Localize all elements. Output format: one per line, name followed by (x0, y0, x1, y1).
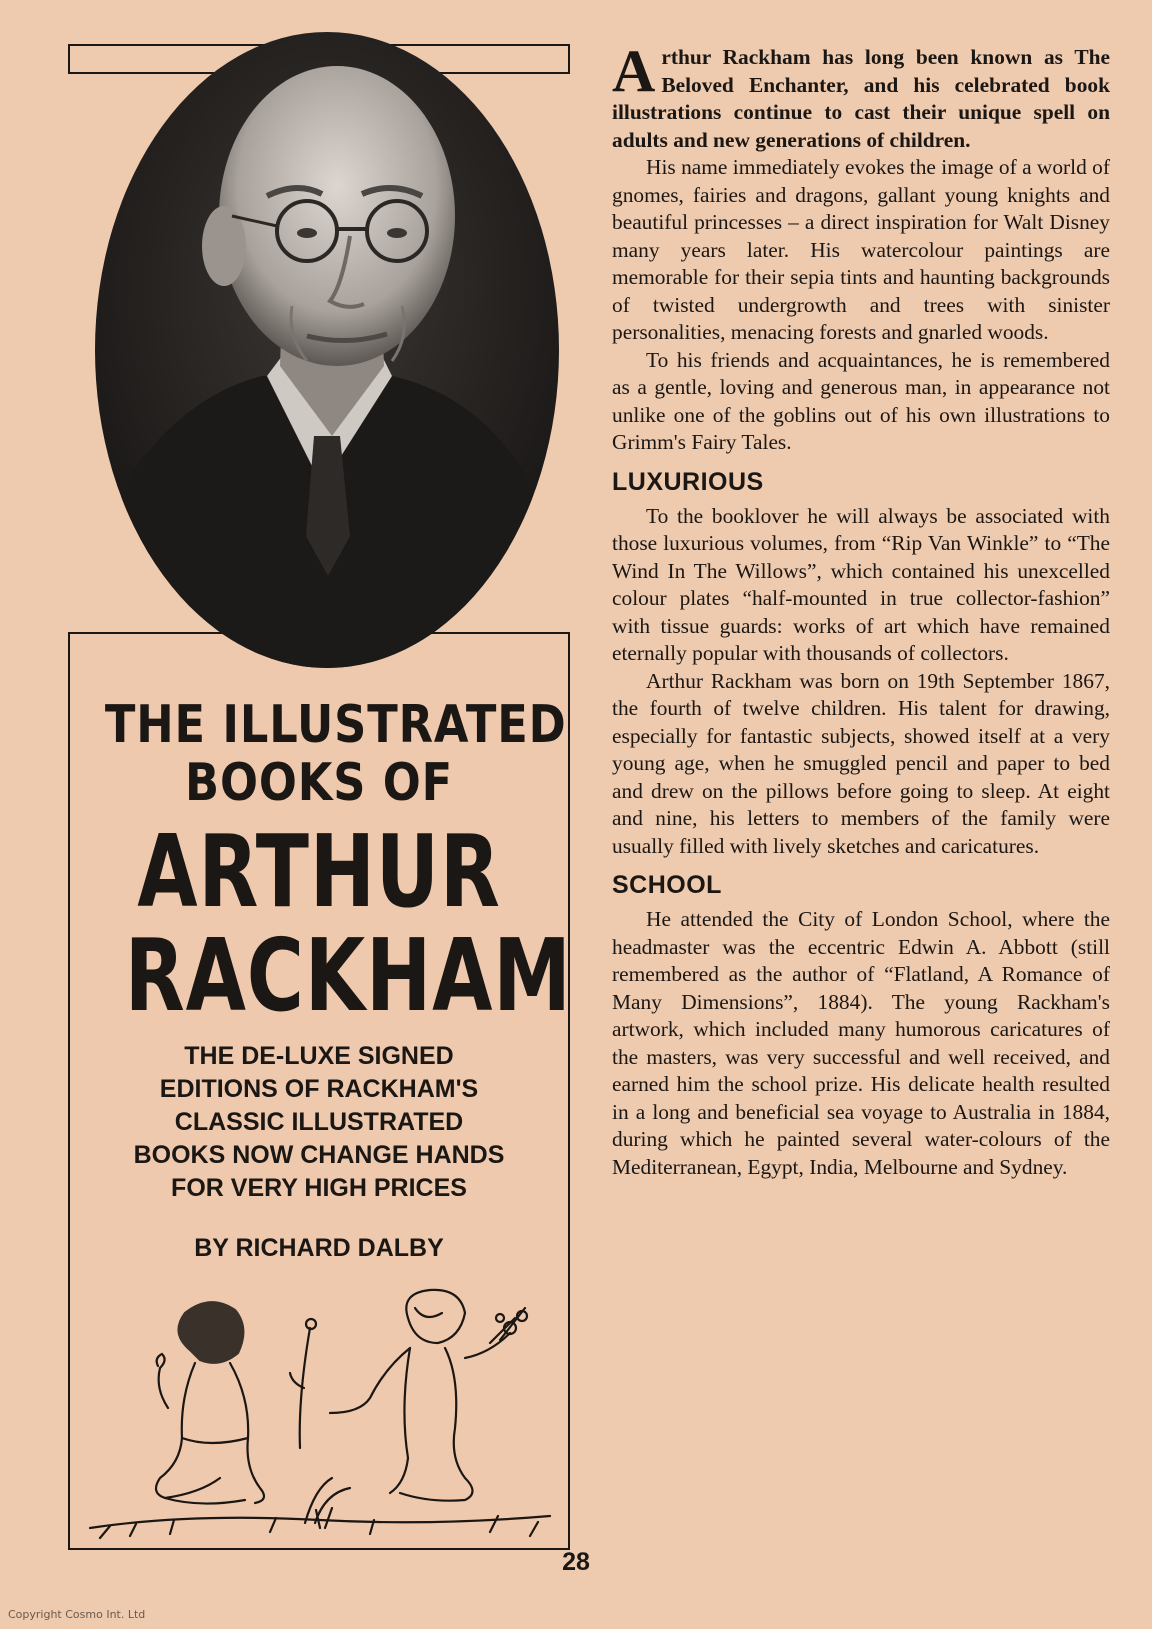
section-heading-luxurious: LUXURIOUS (612, 467, 764, 496)
paragraph: Arthur Rackham was born on 19th September 1867, the fourth of twelve children. His talent for drawing, especially for fantastic subjects, showed itself at a very young age, when he smuggled pencil and paper to bed and drew on the pillows before going to sleep. At eight and nine, his letters to members of the family were usually filled with lively sketches and caricatures. (612, 668, 1110, 858)
section-heading-school: SCHOOL (612, 871, 722, 899)
lead-paragraph (612, 38, 1110, 154)
subtitle-line: EDITIONS OF RACKHAM'S (159, 1075, 479, 1103)
headline-line-1: THE ILLUSTRATED (104, 695, 567, 755)
article-body (612, 38, 1110, 1181)
portrait-photo-icon (92, 16, 570, 684)
subtitle-line: CLASSIC ILLUSTRATED (174, 1108, 464, 1136)
subtitle (70, 1040, 568, 1205)
copyright-notice: Copyright Cosmo Int. Ltd (8, 1608, 146, 1621)
lead-text: rthur Rackham has long been known as The Beloved Enchanter, and his celebrated book illustrations continue to cast their unique spell on adults and new generations of children. (612, 45, 1110, 152)
headline-line-4: RACKHAM (124, 917, 572, 1034)
subtitle-line: FOR VERY HIGH PRICES (171, 1174, 467, 1202)
fairy-children-illustration-icon (70, 1288, 568, 1546)
paragraph: To his friends and acquaintances, he is remembered as a gentle, loving and generous man, in appearance not unlike one of the goblins out of his own illustrations to Grimm's Fairy Tales. (612, 347, 1110, 454)
subtitle-line: THE DE-LUXE SIGNED (184, 1042, 454, 1070)
paragraph: He attended the City of London School, where the headmaster was the eccentric Edwin A. Abbott (still remembered as the author of “Flatland, A Romance of Many Dimensions”, 1884). The young Rackham's artwork, which included many humorous caricatures of the masters, was very successful and well received, and earned him the school prize. His delicate health resulted in a long and beneficial sea voyage to Australia in 1884, during which he painted several water-colours of the Mediterranean, Egypt, India, Melbourne and Sydney. (612, 907, 1110, 1179)
byline: BY RICHARD DALBY (194, 1234, 444, 1262)
drop-cap: A (612, 38, 656, 104)
paragraph: His name immediately evokes the image of a world of gnomes, fairies and dragons, gallant young knights and beautiful princesses – a direct inspiration for Walt Disney many years later. His watercolour paintings are memorable for their sepia tints and haunting backgrounds of twisted undergrowth and trees with sinister personalities, menacing forests and gnarled woods. (612, 155, 1110, 344)
page-number: 28 (562, 1548, 590, 1576)
paragraph: To the booklover he will always be associated with those luxurious volumes, from “Rip Van Winkle” to “The Wind In The Willows”, which contained his unexcelled colour plates “half-mounted in true collector-fashion” with tissue guards: works of art which have remained eternally popular with thousands of collectors. (612, 503, 1110, 665)
headline-line-2: BOOKS OF (185, 753, 453, 813)
headline (70, 695, 572, 1034)
subtitle-line: BOOKS NOW CHANGE HANDS (133, 1141, 505, 1169)
headline-line-3: ARTHUR (137, 813, 501, 930)
